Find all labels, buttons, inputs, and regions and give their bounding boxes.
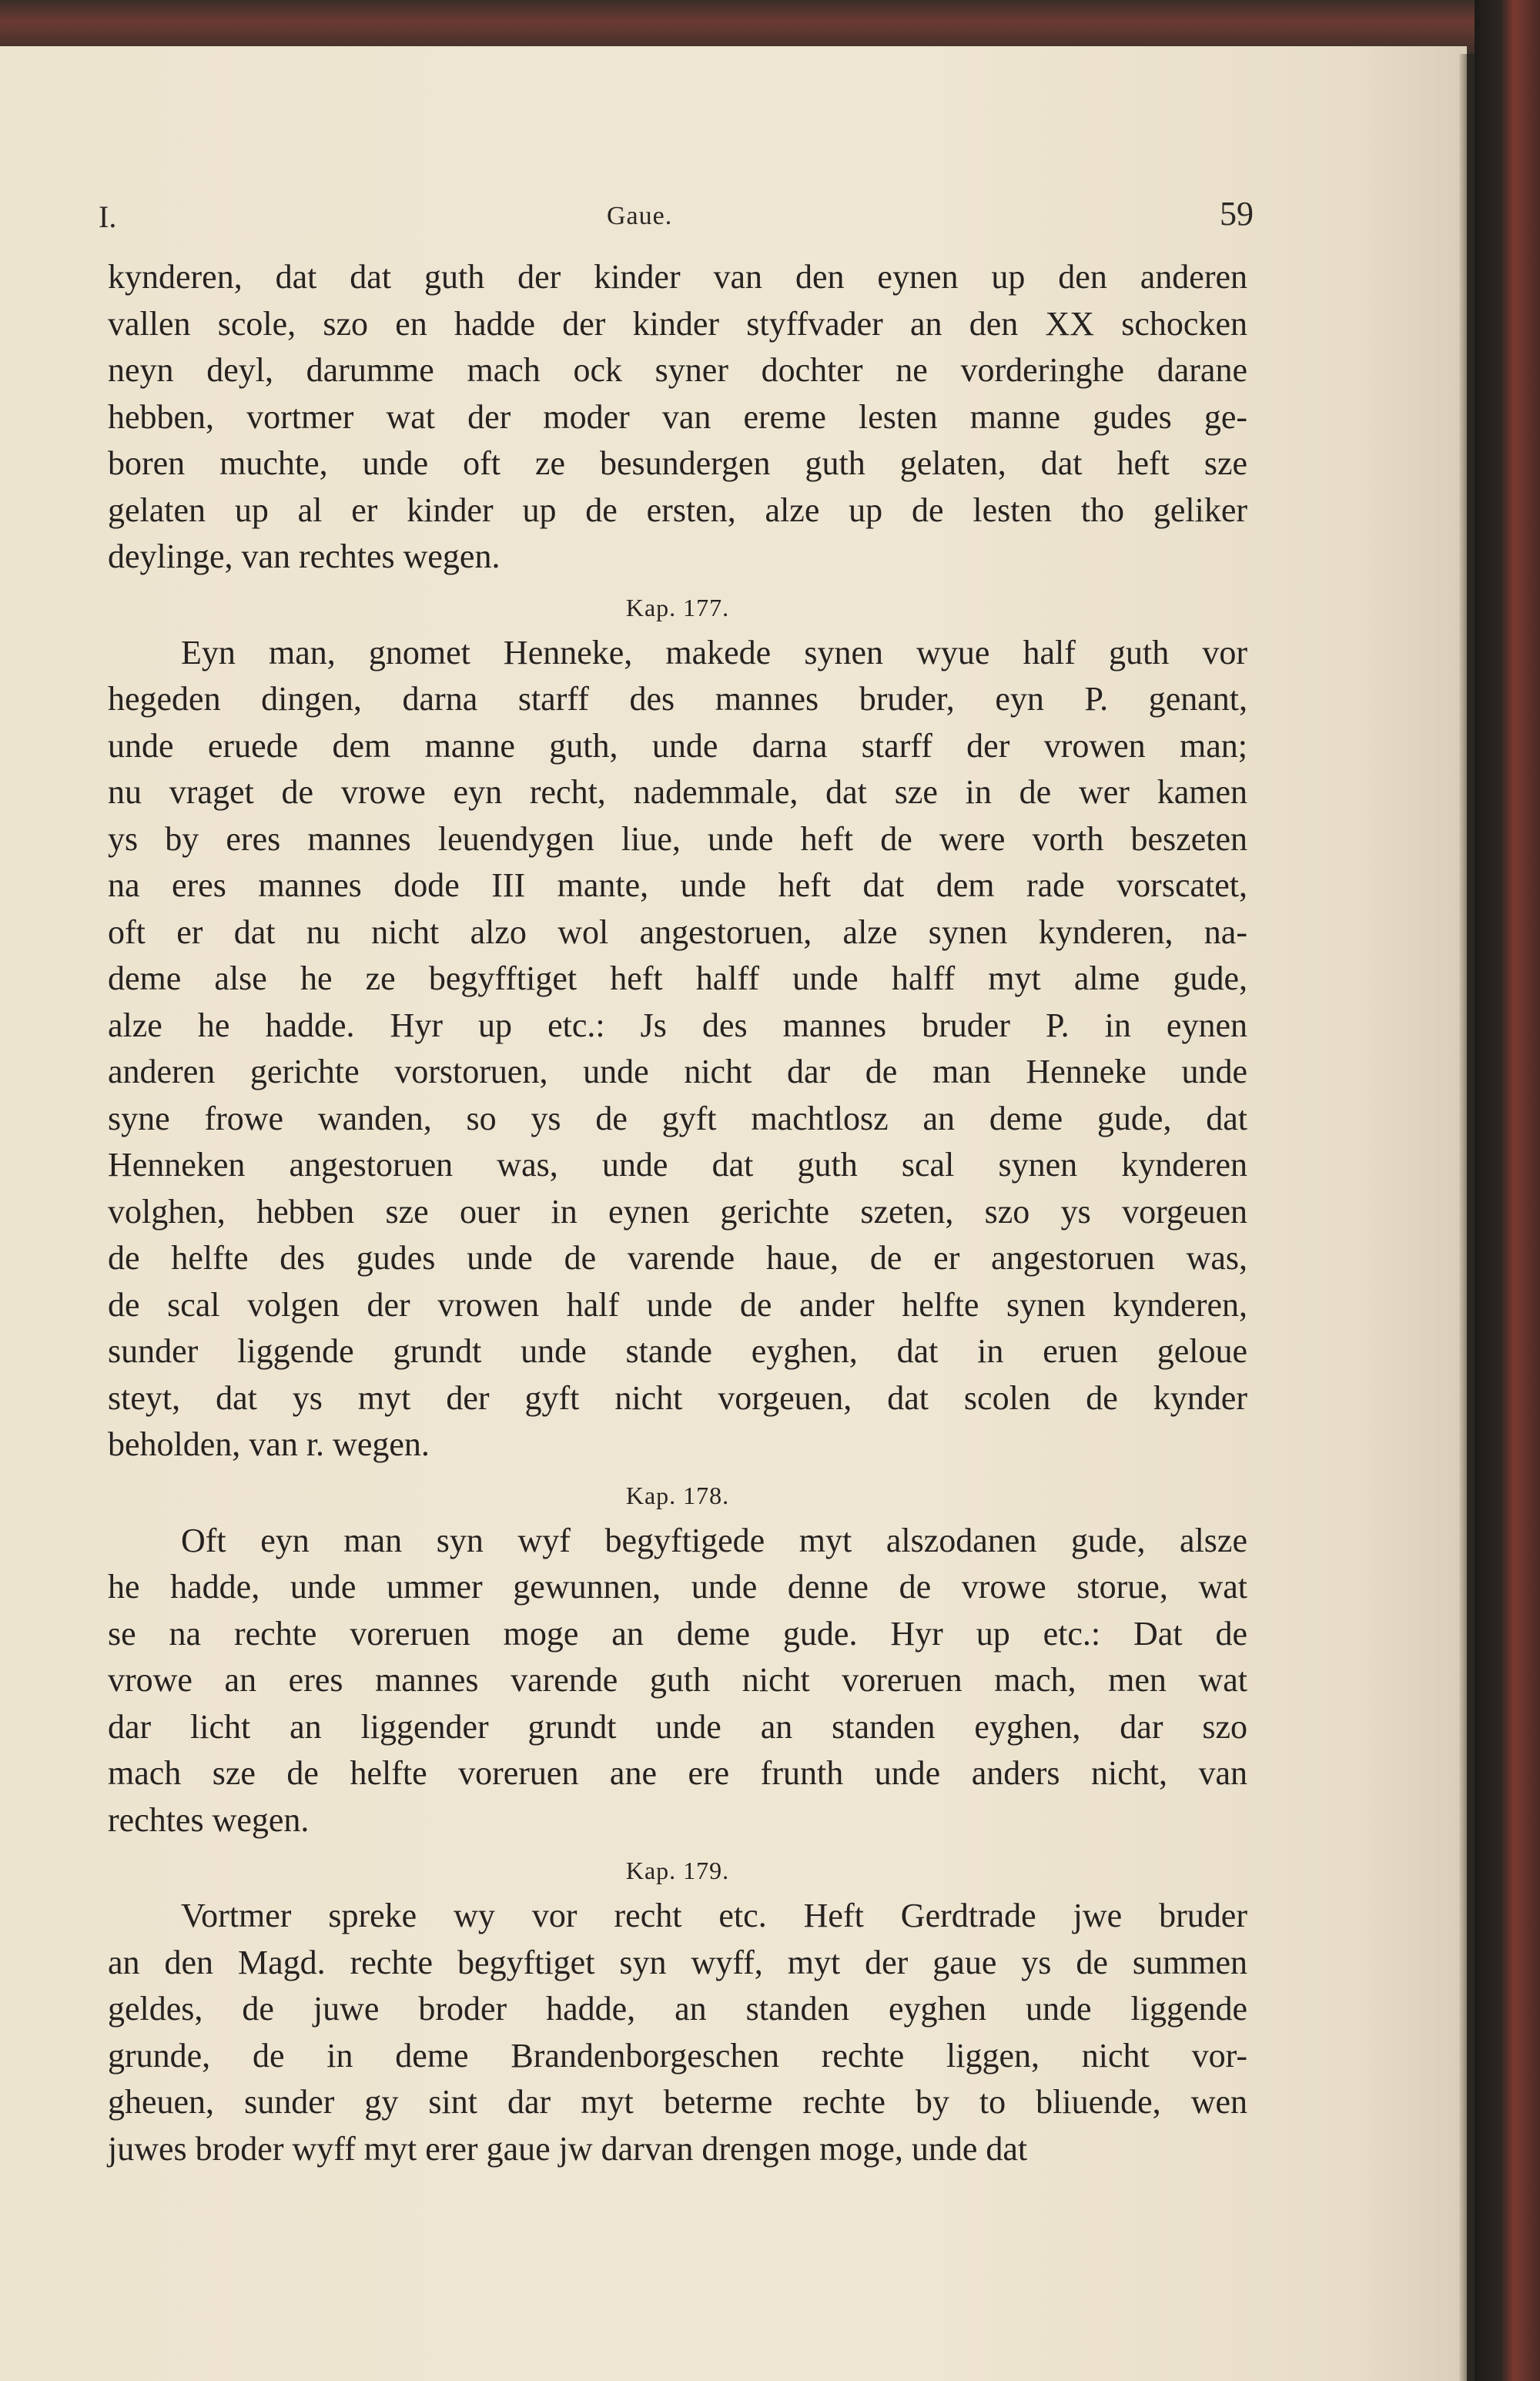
paragraph	[108, 1518, 1247, 1844]
text-line: grunde, de in deme Brandenborgeschen rechte liggen, nicht vor-	[108, 2036, 1247, 2075]
text-line: boren muchte, unde oft ze besundergen guth gelaten, dat heft sze	[108, 444, 1247, 482]
text-line: gelaten up al er kinder up de ersten, alze up de lesten tho geliker	[108, 491, 1247, 529]
text-line: steyt, dat ys myt der gyft nicht vorgeuen, dat scolen de kynder	[108, 1378, 1247, 1417]
text-line: geldes, de juwe broder hadde, an standen eyghen unde liggende	[108, 1990, 1247, 2028]
page-number: 59	[1220, 195, 1254, 233]
text-line: nu vraget de vrowe eyn recht, nademmale, dat sze in de wer kamen	[108, 773, 1247, 811]
text-line: anderen gerichte vorstoruen, unde nicht dar de man Henneke unde	[108, 1053, 1247, 1090]
text-line: neyn deyl, darumme mach ock syner dochter ne vorderinghe darane	[108, 351, 1247, 389]
text-line: rechtes wegen.	[108, 1800, 310, 1839]
text-line: Vortmer spreke wy vor recht etc. Heft Gerdtrade jwe bruder	[181, 1897, 1247, 1934]
text-line: he hadde, unde ummer gewunnen, unde denne de vrowe storue, wat	[108, 1568, 1247, 1606]
text-line: oft er dat nu nicht alzo wol angestoruen, alze synen kynderen, na-	[108, 913, 1247, 951]
text-line: vrowe an eres mannes varende guth nicht voreruen mach, men wat	[108, 1661, 1247, 1699]
text-line: deylinge, van rechtes wegen.	[108, 537, 500, 575]
text-line: alze he hadde. Hyr up etc.: Js des mannes bruder P. in eynen	[108, 1006, 1247, 1044]
chapter-heading: Kap. 179.	[625, 1857, 730, 1884]
text-line: mach sze de helfte voreruen ane ere frunth unde anders nicht, van	[108, 1754, 1247, 1792]
body-text	[108, 254, 1247, 2172]
text-line: Henneken angestoruen was, unde dat guth scal synen kynderen	[108, 1146, 1247, 1184]
paragraph	[108, 1893, 1247, 2172]
text-line: dar licht an liggender grundt unde an standen eyghen, dar szo	[108, 1707, 1247, 1746]
text-line: beholden, van r. wegen.	[108, 1425, 430, 1463]
text-line: de scal volgen der vrowen half unde de ander helfte synen kynderen,	[108, 1285, 1247, 1324]
paragraph	[108, 630, 1247, 1468]
text-line: volghen, hebben sze ouer in eynen gerichte szeten, szo ys vorgeuen	[108, 1192, 1247, 1231]
text-line: ys by eres mannes leuendygen liue, unde heft de were vorth beszeten	[108, 819, 1247, 858]
text-line: na eres mannes dode III mante, unde heft dat dem rade vorscatet,	[108, 866, 1247, 904]
text-line: unde eruede dem manne guth, unde darna starff der vrowen man;	[108, 726, 1247, 765]
text-line: sunder liggende grundt unde stande eyghen, dat in eruen geloue	[108, 1332, 1247, 1370]
chapter-heading: Kap. 178.	[625, 1481, 730, 1509]
running-title: Gaue.	[607, 202, 673, 230]
running-header	[99, 194, 1254, 240]
text-line: hegeden dingen, darna starff des mannes bruder, eyn P. genant,	[108, 680, 1247, 718]
text-line: syne frowe wanden, so ys de gyft machtlosz an deme gude, dat	[108, 1099, 1247, 1137]
text-line: hebben, vortmer wat der moder van ereme lesten manne gudes ge-	[108, 397, 1247, 436]
text-line: se na rechte voreruen moge an deme gude. Hyr up etc.: Dat de	[108, 1614, 1247, 1653]
text-line: gheuen, sunder gy sint dar myt beterme rechte by to bliuende, wen	[108, 2083, 1247, 2121]
text-line: kynderen, dat dat guth der kinder van den eynen up den anderen	[108, 258, 1247, 296]
text-line: an den Magd. rechte begyftiget syn wyff, myt der gaue ys de summen	[108, 1943, 1247, 1981]
book-cover-right	[1475, 0, 1540, 2381]
text-line: juwes broder wyff myt erer gaue jw darvan drengen moge, unde dat	[108, 2129, 1028, 2168]
chapter-heading: Kap. 177.	[625, 593, 730, 621]
text-line: Eyn man, gnomet Henneke, makede synen wyue half guth vor	[181, 633, 1247, 671]
text-line: de helfte des gudes unde de varende haue, de er angestoruen was,	[108, 1239, 1247, 1277]
paragraph	[108, 254, 1247, 581]
page-edge	[1459, 54, 1467, 2381]
text-line: deme alse he ze begyfftiget heft halff unde halff myt alme gude,	[108, 959, 1247, 997]
text-line: Oft eyn man syn wyf begyftigede myt alszodanen gude, alsze	[181, 1521, 1247, 1559]
text-line: vallen scole, szo en hadde der kinder styffvader an den XX schocken	[108, 304, 1247, 343]
section-number: I.	[99, 199, 117, 234]
